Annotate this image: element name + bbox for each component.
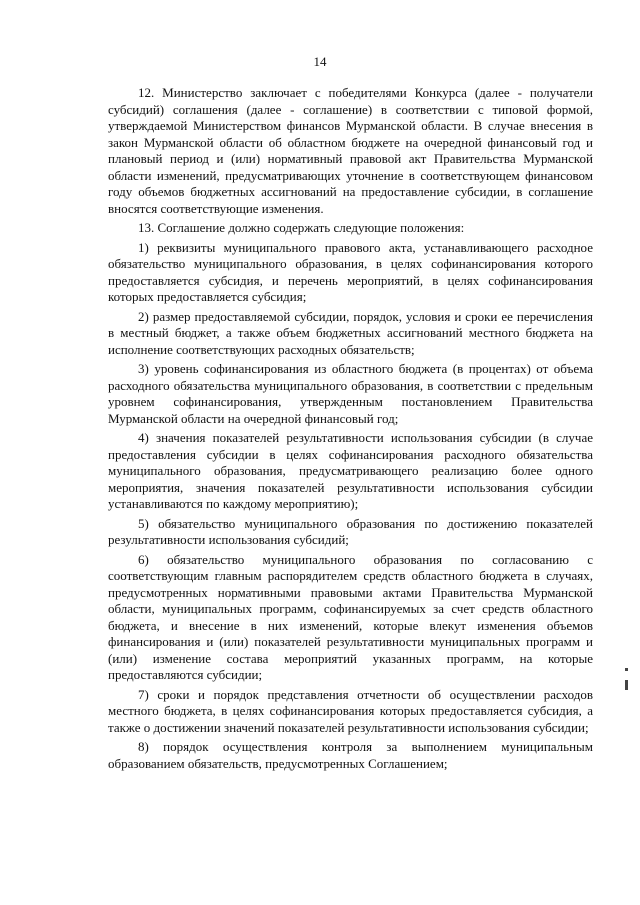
margin-mark [625, 668, 628, 671]
paragraph-13: 13. Соглашение должно содержать следующие положения: [138, 220, 465, 235]
margin-mark [625, 680, 628, 690]
paragraph-12: 12. Министерство заключает с победителями Конкурса (далее - получатели субсидий) соглашения (далее - соглашение) в соответствии с типовой формой, утверждаемой Министерством финансов Мурманской области. В случае внесения в закон Мурманской области об областном бюджете на очередной финансовый год и плановый период и (или) нормативный правовой акт Правительства Мурманской области изменений, предусматривающих уточнение в соответствующем финансовом году объемов бюджетных ассигнований на предоставление субсидии, в соглашение вносятся соответствующие изменения. [108, 85, 593, 216]
list-item-2: 2) размер предоставляемой субсидии, порядок, условия и сроки ее перечисления в местный бюджет, а также объем бюджетных ассигнований местного бюджета на исполнение соответствующих расходных обязательств; [108, 308, 593, 357]
document-body [108, 85, 593, 775]
list-item-5: 5) обязательство муниципального образования по достижению показателей результативности использования субсидий; [108, 515, 593, 547]
list-item-7: 7) сроки и порядок представления отчетности об осуществлении расходов местного бюджета, в целях софинансирования которых предоставляется субсидия, а также о достижении значений показателей результативности использования субсидии; [108, 686, 593, 735]
list-item-6: 6) обязательство муниципального образования по согласованию с соответствующим главным распорядителем средств областного бюджета в случаях, предусмотренных нормативными правовыми актами Правительства Мурманской области, муниципальных программ, софинансируемых за счет средств областного бюджета, и внесение в них изменений, которые влекут изменения объемов финансирования и (или) показателей результативности муниципальных программ и (или) изменение состава мероприятий указанных программ, на которые предоставляются субсидии; [108, 551, 593, 682]
list-item-8: 8) порядок осуществления контроля за выполнением муниципальным образованием обязательств, предусмотренных Соглашением; [108, 739, 593, 771]
page-number: 14 [313, 54, 327, 69]
list-item-4: 4) значения показателей результативности использования субсидии (в случае предоставления субсидии в целях софинансирования расходного обязательства муниципального образования, предусматривающего реализацию более одного мероприятия, значения показателей результативности использования субсидии устанавливаются по каждому мероприятию); [108, 430, 593, 511]
list-item-1: 1) реквизиты муниципального правового акта, устанавливающего расходное обязательство муниципального образования, в целях софинансирования которого предоставляется субсидия, и перечень мероприятий, в целях софинансирования которых предоставляется субсидия; [108, 239, 593, 304]
list-item-3: 3) уровень софинансирования из областного бюджета (в процентах) от объема расходного обязательства муниципального образования, в соответствии с предельным уровнем софинансирования, утвержденным постановлением Правительства Мурманской области на очередной финансовый год; [108, 361, 593, 426]
